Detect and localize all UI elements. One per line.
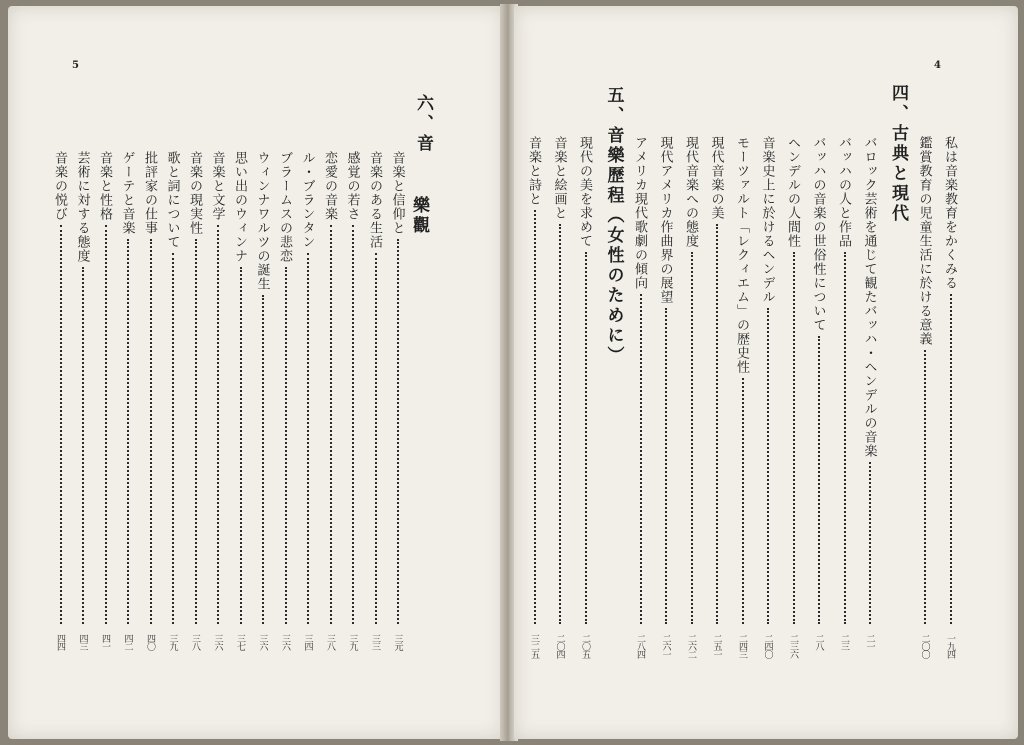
- toc-entry-title: ヘンデルの人間性: [785, 136, 800, 248]
- leader-dots: [559, 224, 561, 624]
- toc-entry: [553, 136, 566, 626]
- toc-entry: [943, 136, 956, 626]
- toc-page-number: 三八: [190, 634, 200, 650]
- toc-entry-title: 音楽の悦び: [52, 151, 67, 221]
- toc-page-number: 二三: [839, 634, 849, 650]
- toc-entry-title: 批評家の仕事: [142, 151, 157, 235]
- leader-dots: [742, 378, 744, 624]
- toc-entry-title: 私は音楽教育をかくみる: [942, 136, 957, 290]
- toc-page-number: 二四〇: [762, 634, 773, 658]
- leader-dots: [640, 294, 642, 624]
- toc-page-number: 四〇: [145, 634, 155, 650]
- toc-entry: [710, 136, 723, 626]
- toc-entry: [233, 151, 246, 626]
- toc-entry-title: バロック芸術を通じて観たバッハ・ヘンデルの音楽: [861, 136, 877, 458]
- toc-entry: [391, 151, 404, 626]
- leader-dots: [793, 252, 795, 624]
- leader-dots: [950, 294, 952, 624]
- toc-entry-title: 感覚の若さ: [344, 151, 360, 221]
- leader-dots: [924, 350, 926, 624]
- page-number: 5: [72, 60, 79, 71]
- section-heading: 四、古典と現代: [888, 84, 908, 224]
- toc-entry-title: ル・ブランタン: [299, 151, 315, 249]
- leader-dots: [240, 267, 242, 624]
- toc-entry-title: 思い出のウィンナ: [232, 151, 247, 263]
- toc-page-number: 四四: [55, 634, 65, 650]
- toc-entry: [761, 136, 774, 626]
- toc-entry-title: ブラームスの悲恋: [277, 151, 292, 263]
- toc-entry-title: 現代音楽への態度: [683, 136, 698, 248]
- toc-entry: [256, 151, 269, 626]
- toc-page-number: 二六一: [660, 634, 671, 658]
- toc-entry: [527, 136, 540, 626]
- toc-entry-title: ウィンナワルツの誕生: [254, 151, 270, 291]
- toc-page-number: 三七: [235, 634, 245, 650]
- toc-page-number: 二一: [864, 634, 875, 650]
- toc-page-number: 三四: [302, 634, 313, 650]
- section-heading: 樂觀: [409, 196, 429, 236]
- leader-dots: [534, 210, 536, 624]
- toc-entry-title: 音楽と性格: [97, 151, 112, 221]
- toc-entry-title: 音楽と文学: [209, 151, 225, 221]
- right-page: [514, 6, 1018, 739]
- toc-page-number: 三九: [167, 634, 178, 650]
- toc-entry-title: 歌と詞について: [164, 151, 180, 249]
- toc-entry: [323, 151, 336, 626]
- leader-dots: [585, 252, 587, 624]
- toc-entry: [633, 136, 646, 626]
- toc-entry: [346, 151, 359, 626]
- toc-entry: [53, 151, 66, 626]
- toc-page-number: 三二五: [529, 634, 539, 658]
- leader-dots: [844, 252, 846, 624]
- toc-entry: [301, 151, 314, 626]
- leader-dots: [262, 295, 264, 624]
- toc-entry-title: バッハの人と作品: [836, 136, 851, 248]
- toc-entry: [166, 151, 179, 626]
- toc-page-number: 二〇四: [554, 634, 565, 658]
- toc-entry: [918, 136, 931, 626]
- toc-entry-title: 音楽と詩と: [526, 136, 541, 206]
- toc-entry-title: バッハの音楽の世俗性について: [810, 136, 826, 332]
- toc-entry-title: 鑑賞教育の児童生活に於ける意義: [916, 136, 932, 346]
- toc-entry: [578, 136, 591, 626]
- left-page: [8, 6, 504, 739]
- leader-dots: [665, 308, 667, 624]
- toc-page-number: 二八四: [635, 634, 645, 658]
- leader-dots: [105, 225, 107, 624]
- toc-entry-title: 現代音楽の美: [708, 136, 724, 220]
- toc-entry: [211, 151, 224, 626]
- leader-dots: [352, 225, 354, 624]
- toc-entry-title: 音楽のある生活: [367, 151, 382, 249]
- toc-entry: [863, 136, 876, 626]
- toc-entry: [76, 151, 89, 626]
- toc-page-number: 二三六: [788, 634, 798, 658]
- leader-dots: [127, 239, 129, 624]
- toc-page-number: 三八: [325, 634, 335, 650]
- toc-page-number: 四二: [122, 634, 133, 650]
- toc-page-number: 四一: [100, 634, 110, 650]
- leader-dots: [397, 239, 399, 624]
- toc-entry-title: 音楽の現実性: [187, 151, 202, 235]
- section-heading: 五、音樂歷程（女性のために）: [603, 86, 624, 366]
- leader-dots: [60, 225, 62, 624]
- toc-page-number: 三六: [257, 634, 268, 650]
- toc-page-number: 二五一: [711, 634, 722, 658]
- toc-page-number: 二四三: [737, 634, 747, 658]
- toc-entry: [837, 136, 850, 626]
- toc-entry-title: モーツァルト「レクィエム」の歴史性: [734, 136, 749, 374]
- leader-dots: [869, 462, 871, 624]
- leader-dots: [691, 252, 693, 624]
- leader-dots: [82, 267, 84, 624]
- toc-page-number: 三三: [370, 634, 380, 650]
- leader-dots: [307, 253, 309, 624]
- toc-entry: [368, 151, 381, 626]
- toc-entry: [812, 136, 825, 626]
- toc-page-number: 二八: [813, 634, 824, 650]
- leader-dots: [150, 239, 152, 624]
- toc-entry-title: 現代アメリカ作曲界の展望: [657, 136, 673, 304]
- toc-entry: [735, 136, 748, 626]
- toc-page-number: 三六: [280, 634, 290, 650]
- toc-page-number: 二六二: [686, 634, 696, 658]
- toc-entry-title: 恋愛の音楽: [322, 151, 337, 221]
- toc-page-number: 三元: [392, 634, 403, 650]
- toc-entry: [684, 136, 697, 626]
- toc-entry-title: 音楽と信仰と: [389, 151, 405, 235]
- toc-entry: [278, 151, 291, 626]
- toc-entry-title: 芸術に対する態度: [74, 151, 90, 263]
- toc-entry: [98, 151, 111, 626]
- toc-page-number: 四三: [77, 634, 88, 650]
- toc-page-number: 三六: [212, 634, 223, 650]
- toc-entry: [121, 151, 134, 626]
- toc-entry: [188, 151, 201, 626]
- toc-entry-title: 音楽史上に於けるヘンデル: [759, 136, 775, 304]
- leader-dots: [195, 239, 197, 624]
- leader-dots: [172, 253, 174, 624]
- toc-entry: [143, 151, 156, 626]
- page-number: 4: [934, 60, 941, 71]
- leader-dots: [767, 308, 769, 624]
- toc-page-number: 二〇〇: [919, 634, 930, 658]
- toc-page-number: 一九四: [945, 634, 955, 658]
- leader-dots: [716, 224, 718, 624]
- toc-page-number: 三九: [347, 634, 358, 650]
- toc-entry-title: アメリカ現代歌劇の傾向: [632, 136, 647, 290]
- leader-dots: [818, 336, 820, 624]
- leader-dots: [285, 267, 287, 624]
- toc-entry: [786, 136, 799, 626]
- toc-entry-title: 現代の美を求めて: [577, 136, 592, 248]
- toc-entry-title: 音楽と絵画と: [551, 136, 567, 220]
- toc-entry-title: ゲーテと音楽: [119, 151, 135, 235]
- section-heading: 六、音: [413, 94, 433, 154]
- leader-dots: [330, 225, 332, 624]
- leader-dots: [217, 225, 219, 624]
- leader-dots: [375, 253, 377, 624]
- toc-entry: [659, 136, 672, 626]
- toc-page-number: 二〇五: [580, 634, 590, 658]
